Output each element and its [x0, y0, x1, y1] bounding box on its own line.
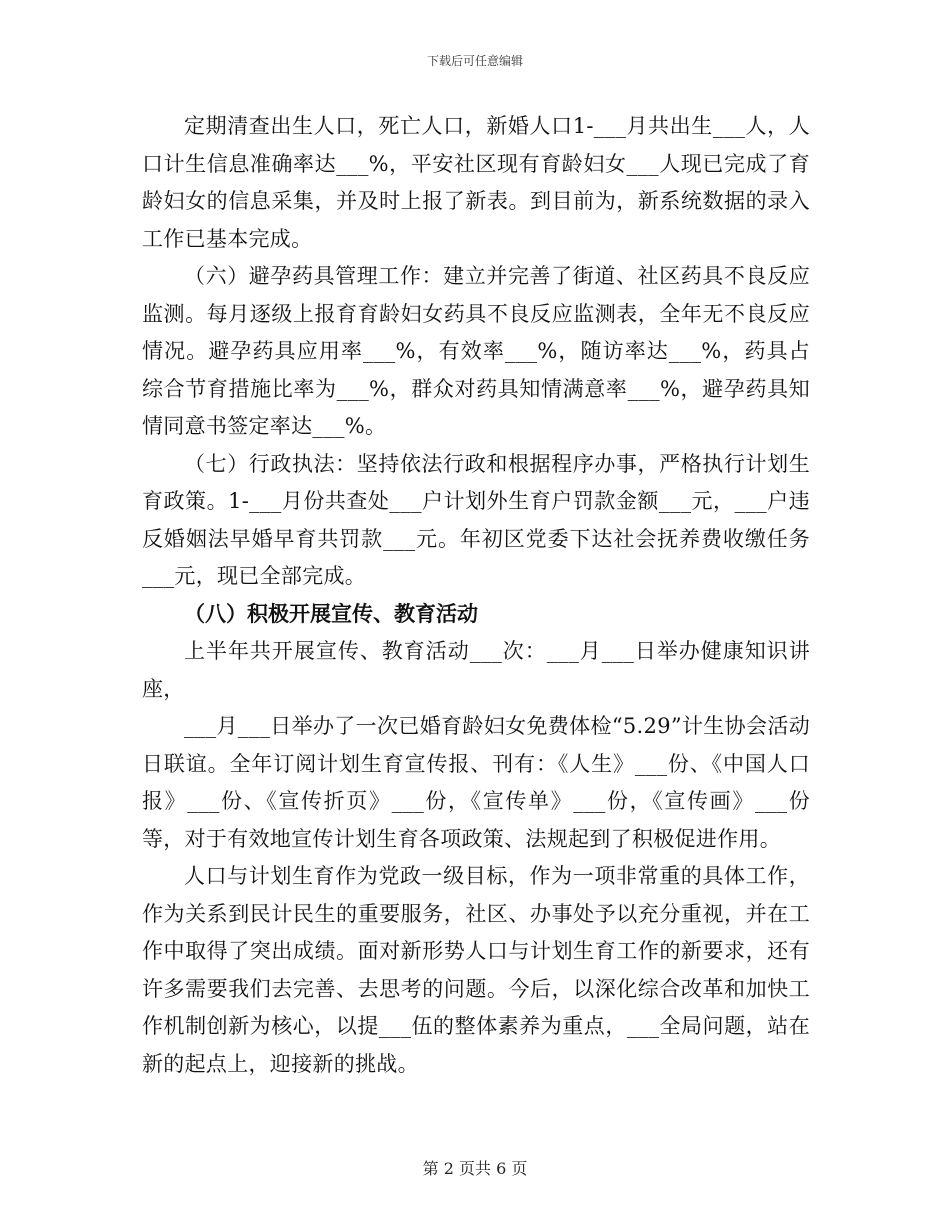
document-body [142, 108, 810, 1083]
paragraph-summary: 人口与计划生育作为党政一级目标，作为一项非常重的具体工作，作为关系到民计民生的重要服务，社区、办事处予以充分重视，并在工作中取得了突出成绩。面对新形势人口与计划生育工作的新要求，还有许多需要我们去完善、去思考的问题。今后，以深化综合改革和加快工作机制创新为核心，以提___伍的整体素养为重点，___全局问题，站在新的起点上，迎接新的挑战。 [142, 864, 810, 1076]
page-footer: 第 2 页共 6 页 [422, 1159, 528, 1178]
section-heading-publicity: （八）积极开展宣传、教育活动 [184, 601, 478, 626]
page-header: 下载后可任意编辑 [426, 54, 523, 68]
paragraph-health-check-subscriptions: ___月___日举办了一次已婚育龄妇女免费体检“5.29”计生协会活动日联谊。全年订阅计划生育宣传报、刊有：《人生》___份、《中国人口报》___份、《宣传折页》___份，《宣传单》___份，《宣传画》___份等，对于有效地宣传计划生育各项政策、法规起到了积极促进作用。 [142, 714, 810, 851]
paragraph-publicity-activities: 上半年共开展宣传、教育活动___次：___月___日举办健康知识讲座， [142, 639, 810, 701]
paragraph-contraceptive-management: （六）避孕药具管理工作：建立并完善了街道、社区药具不良反应监测。每月逐级上报育育龄妇女药具不良反应监测表，全年无不良反应情况。避孕药具应用率___%，有效率___%，随访率达___%，药具占综合节育措施比率为___%，群众对药具知情满意率___%，避孕药具知情同意书签定率达___%。 [142, 264, 810, 438]
paragraph-population-stats: 定期清查出生人口，死亡人口，新婚人口1-___月共出生___人，人口计生信息准确率达___%，平安社区现有育龄妇女___人现已完成了育龄妇女的信息采集，并及时上报了新表。到目前为，新系统数据的录入工作已基本完成。 [142, 114, 810, 251]
paragraph-administrative-enforcement: （七）行政执法：坚持依法行政和根据程序办事，严格执行计划生育政策。1-___月份共查处___户计划外生育户罚款金额___元，___户违反婚姻法早婚早育共罚款___元。年初区党委下达社会抚养费收缴任务___元，现已全部完成。 [142, 451, 810, 588]
